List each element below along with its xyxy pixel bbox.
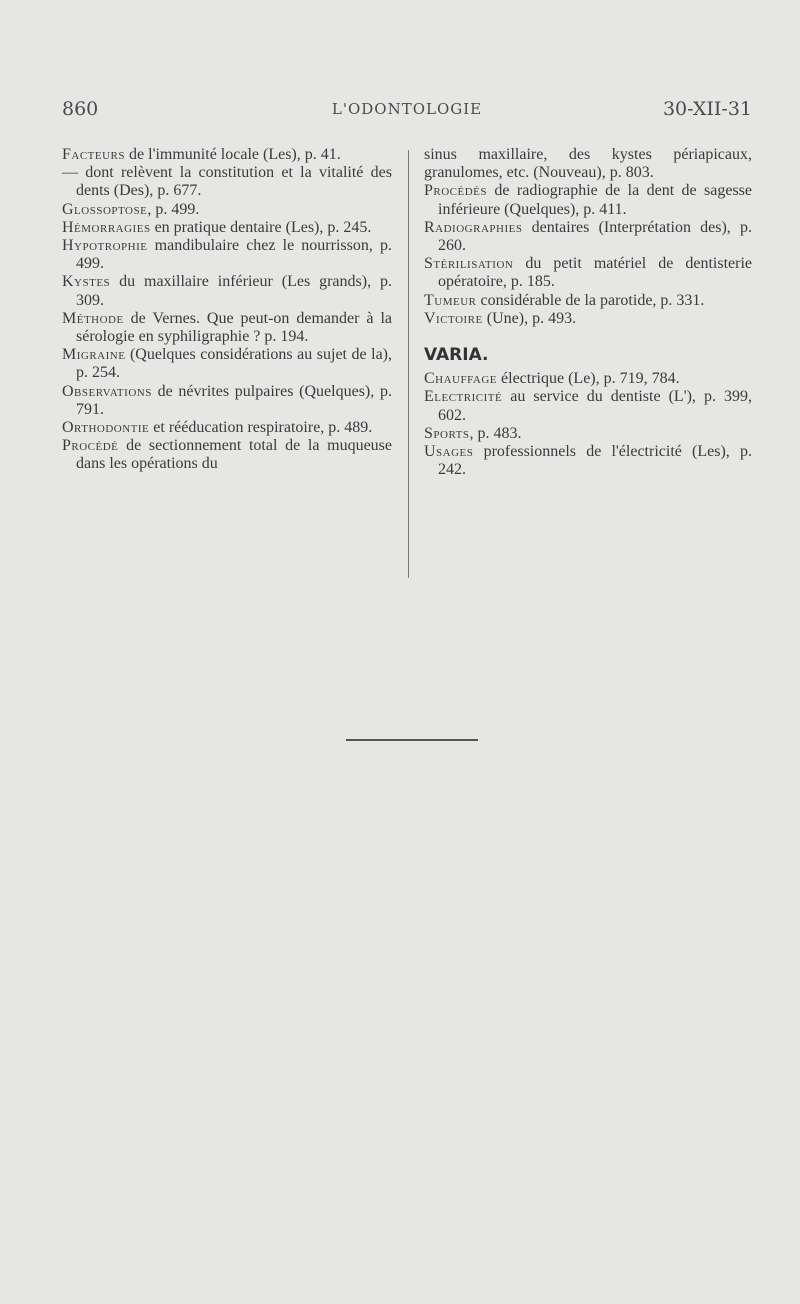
entry-text: de l'immunité locale (Les), p. 41. xyxy=(125,146,341,163)
index-entry xyxy=(424,182,752,218)
entry-text: de Vernes. Que peut-on demander à la sérologie en syphiligraphie ? p. 194. xyxy=(76,309,392,346)
index-entry xyxy=(424,425,752,443)
entry-keyword: Procédé xyxy=(62,437,119,455)
entry-keyword: Sports xyxy=(424,424,470,442)
index-entry xyxy=(424,146,752,182)
entry-keyword: Stérilisation xyxy=(424,255,514,273)
page-number: 860 xyxy=(62,98,99,120)
entry-keyword: Tumeur xyxy=(424,291,477,309)
entry-keyword: Usages xyxy=(424,443,474,461)
entry-keyword: Hypotrophie xyxy=(62,237,148,255)
entry-keyword: Victoire xyxy=(424,309,483,327)
entry-keyword: Glossoptose xyxy=(62,200,148,218)
index-entry xyxy=(62,383,392,419)
entry-keyword: Procédés xyxy=(424,182,488,200)
entry-keyword: Kystes xyxy=(62,273,111,291)
index-entry xyxy=(424,370,752,388)
entry-text: et rééducation respiratoire, p. 489. xyxy=(149,419,373,437)
entry-text: mandibulaire chez le nourrisson, p. 499. xyxy=(76,237,392,273)
entry-text: de névrites pulpaires (Quelques), p. 791. xyxy=(76,382,392,418)
entry-text: dentaires (Interprétation des), p. 260. xyxy=(438,218,752,255)
entry-text: (Quelques considérations au sujet de la), p. 254. xyxy=(76,346,392,382)
entry-keyword: Facteurs xyxy=(62,146,126,163)
entry-text: au service du dentiste (L'), p. 399, 602. xyxy=(438,388,752,424)
entry-keyword: Observations xyxy=(62,382,152,400)
entry-keyword: Radiographies xyxy=(424,218,523,236)
entry-text: du petit matériel de dentisterie opératoire, p. 185. xyxy=(438,255,752,291)
entry-text: sinus maxillaire, des kystes périapicaux, granulomes, etc. (Nouveau), p. 803. xyxy=(424,146,752,182)
entry-text: considérable de la parotide, p. 331. xyxy=(476,291,705,309)
entry-text: électrique (Le), p. 719, 784. xyxy=(497,370,680,388)
entry-text: en pratique dentaire (Les), p. 245. xyxy=(150,218,372,236)
index-entry xyxy=(424,388,752,424)
index-entry xyxy=(424,310,752,328)
entry-keyword: Méthode xyxy=(62,309,124,327)
index-entry xyxy=(62,346,392,382)
entry-keyword: Electricité xyxy=(424,388,503,406)
index-entry xyxy=(62,146,392,164)
entry-keyword: Hémorragies xyxy=(62,218,151,236)
entry-text: du maxillaire inférieur (Les grands), p. 309. xyxy=(76,273,392,309)
running-header xyxy=(62,98,752,128)
issue-date: 30-XII-31 xyxy=(662,98,752,120)
index-entry xyxy=(424,219,752,255)
journal-title: L'ODONTOLOGIE xyxy=(331,100,483,118)
entry-keyword: Orthodontie xyxy=(62,419,150,437)
entry-text: dont relèvent la constitution et la vitalité des dents (Des), p. 677. xyxy=(76,164,392,200)
entry-text: (Une), p. 493. xyxy=(482,309,577,327)
index-entry xyxy=(62,219,392,237)
right-column xyxy=(424,146,752,479)
column-divider xyxy=(408,150,409,578)
index-entry xyxy=(424,255,752,291)
index-entry xyxy=(62,201,392,219)
index-entry xyxy=(62,237,392,273)
index-entry xyxy=(62,419,392,437)
left-column xyxy=(62,146,392,474)
index-entry xyxy=(62,437,392,473)
entry-text: , p. 499. xyxy=(147,200,200,218)
entry-text: de sectionnement total de la muqueuse dans les opérations du xyxy=(76,437,392,473)
entry-keyword: — xyxy=(62,164,78,182)
end-rule xyxy=(346,739,478,741)
varia-heading: VARIA. xyxy=(424,345,489,366)
entry-text: professionnels de l'électricité (Les), p. 242. xyxy=(438,443,752,479)
entry-keyword: Migraine xyxy=(62,346,126,364)
entry-text: de radiographie de la dent de sagesse inférieure (Quelques), p. 411. xyxy=(438,182,752,218)
index-entry xyxy=(424,292,752,310)
entry-text: , p. 483. xyxy=(469,424,522,442)
index-entry xyxy=(62,310,392,346)
index-entry xyxy=(62,164,392,200)
index-entry xyxy=(424,443,752,479)
index-entry xyxy=(62,273,392,309)
entry-keyword: Chauffage xyxy=(424,370,498,388)
